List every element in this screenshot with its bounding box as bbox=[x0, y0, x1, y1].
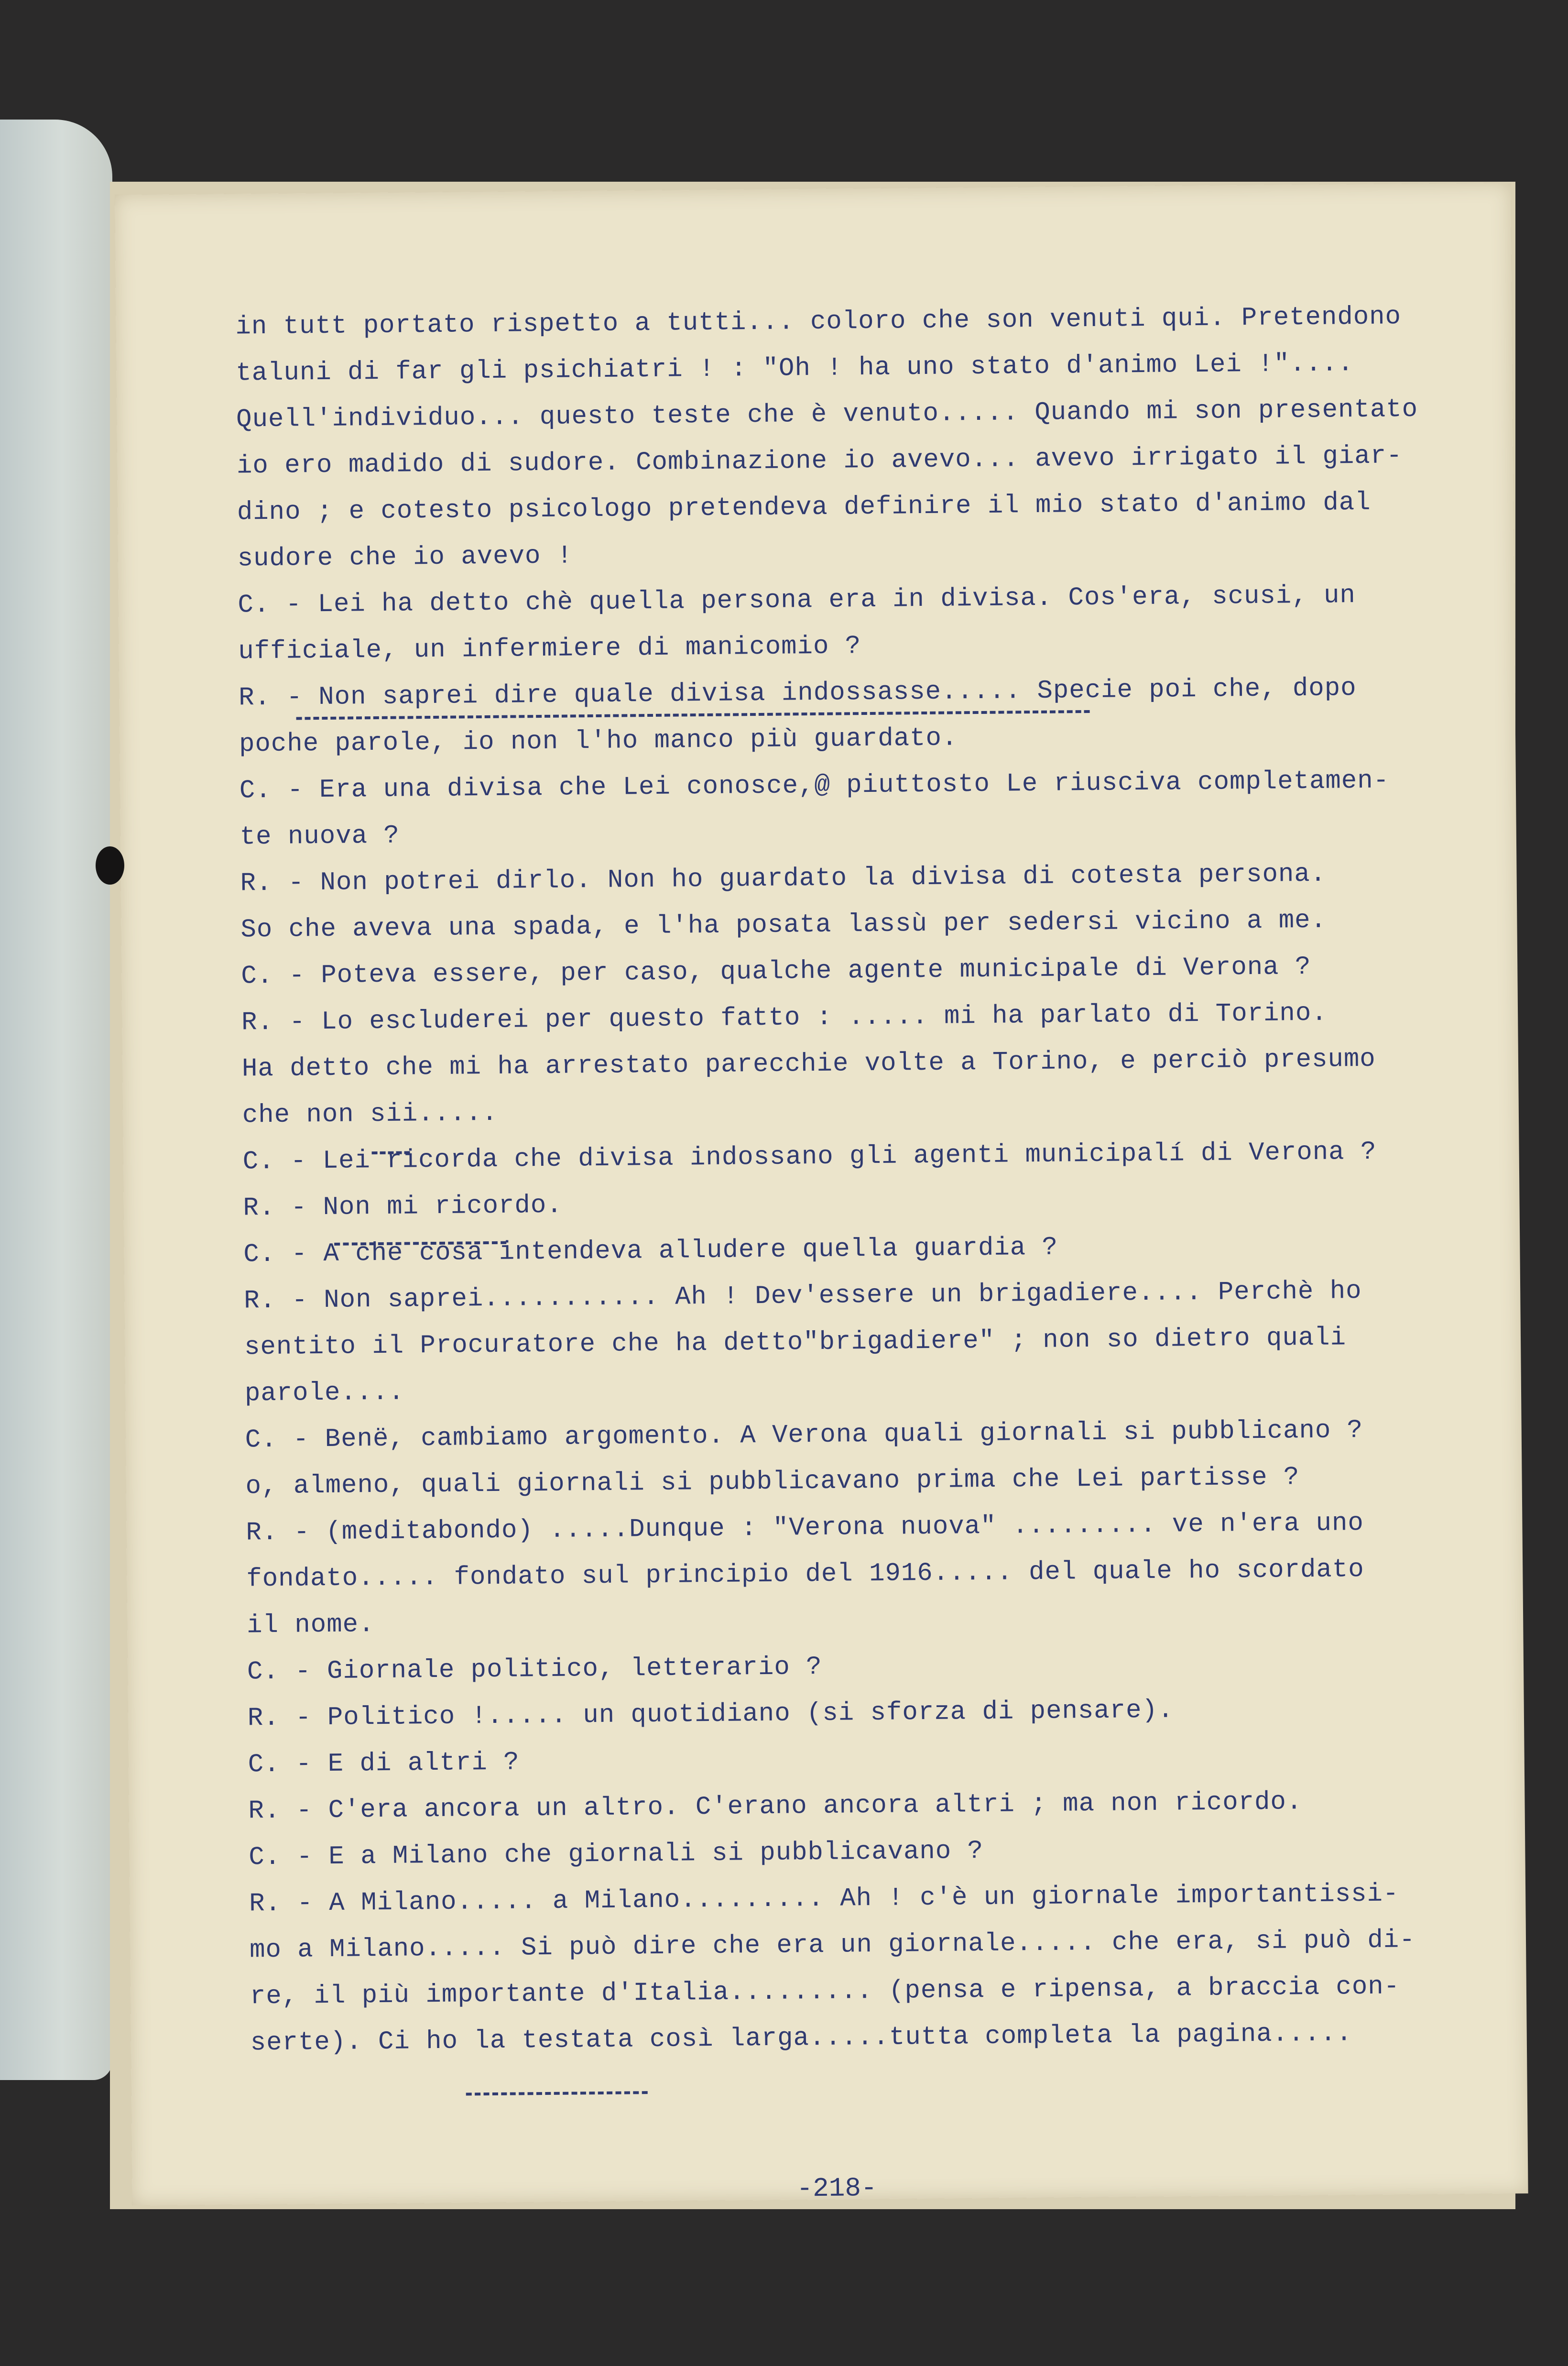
text-line: re, il più importante d'Italia......... (pensa e ripensa, a braccia con- bbox=[250, 1972, 1400, 2012]
text-line: sentito il Procuratore che ha detto"brigadiere" ; non so dietro quali bbox=[244, 1323, 1347, 1362]
text-line: R. - Politico !..... un quotidiano (si sforza di pensare). bbox=[247, 1696, 1174, 1733]
binder-hole bbox=[96, 846, 124, 885]
text-line: R. - Non saprei dire quale divisa indossasse..... Specie poi che, dopo bbox=[238, 674, 1357, 713]
document-page bbox=[115, 183, 1528, 2205]
text-line: sudore che io avevo ! bbox=[237, 541, 573, 574]
text-line: So che aveva una spada, e l'ha posata lassù per sedersi vicino a me. bbox=[240, 906, 1327, 945]
text-line: o, almeno, quali giornali si pubblicavano prima che Lei partisse ? bbox=[245, 1463, 1300, 1501]
text-line: fondato..... fondato sul principio del 1916..... del quale ho scordato bbox=[246, 1555, 1364, 1594]
text-line: Ha detto che mi ha arrestato parecchie volte a Torino, e perciò presumo bbox=[241, 1044, 1376, 1084]
text-line: C. - E di altri ? bbox=[248, 1748, 520, 1780]
text-line: C. - Era una divisa che Lei conosce,@ piuttosto Le riusciva completamen- bbox=[239, 766, 1390, 806]
text-line: io ero madido di sudore. Combinazione io avevo... avevo irrigato il giar- bbox=[236, 441, 1403, 481]
text-line: C. - E a Milano che giornali si pubblicavano ? bbox=[249, 1837, 984, 1873]
text-line: C. - Lei ricorda che divisa indossano gli agenti municipalí di Verona ? bbox=[242, 1137, 1377, 1177]
text-line: serte). Ci ho la testata così larga.....tutta completa la pagina..... bbox=[250, 2019, 1352, 2058]
page-number: -218- bbox=[796, 2172, 877, 2204]
text-line: ufficiale, un infermiere di manicomio ? bbox=[238, 632, 861, 667]
text-line: C. - Benë, cambiamo argomento. A Verona quali giornali si pubblicano ? bbox=[245, 1416, 1363, 1455]
text-line: poche parole, io non l'ho manco più guardato. bbox=[239, 723, 958, 759]
underline-mark bbox=[372, 1151, 410, 1154]
text-line: Quell'individuo... questo teste che è venuto..... Quando mi son presentato bbox=[236, 394, 1418, 435]
text-line: C. - Lei ha detto chè quella persona era in divisa. Cos'era, scusi, un bbox=[238, 581, 1356, 620]
text-line: che non sii..... bbox=[242, 1098, 498, 1130]
text-line: C. - Poteva essere, per caso, qualche agente municipale di Verona ? bbox=[241, 952, 1311, 991]
text-line: taluni di far gli psichiatri ! : "Oh ! ha uno stato d'animo Lei !".... bbox=[236, 349, 1354, 388]
text-line: il nome. bbox=[246, 1610, 375, 1641]
text-line: R. - Non mi ricordo. bbox=[243, 1191, 563, 1223]
text-line: mo a Milano..... Si può dire che era un giornale..... che era, si può di- bbox=[249, 1926, 1416, 1965]
text-line: parole.... bbox=[244, 1378, 405, 1409]
previous-page-edge bbox=[0, 120, 112, 2080]
underline-mark bbox=[466, 2091, 648, 2095]
typed-text bbox=[235, 293, 1503, 2067]
text-line: C. - Giornale politico, letterario ? bbox=[247, 1652, 822, 1687]
text-line: R. - (meditabondo) .....Dunque : "Verona nuova" ......... ve n'era uno bbox=[246, 1509, 1364, 1548]
text-line: C. - A che cosa intendeva alludere quella guardia ? bbox=[243, 1233, 1058, 1270]
text-line: R. - Non potrei dirlo. Non ho guardato la divisa di cotesta persona. bbox=[240, 859, 1327, 898]
text-line: R. - A Milano..... a Milano......... Ah ! c'è un giornale importantissi- bbox=[249, 1879, 1399, 1919]
text-line: dino ; e cotesto psicologo pretendeva definire il mio stato d'animo dal bbox=[237, 488, 1371, 527]
text-line: R. - Lo escluderei per questo fatto : ..... mi ha parlato di Torino. bbox=[241, 998, 1328, 1038]
text-line: R. - C'era ancora un altro. C'erano ancora altri ; ma non ricordo. bbox=[248, 1787, 1303, 1826]
text-line: te nuova ? bbox=[240, 821, 400, 852]
text-line: R. - Non saprei........... Ah ! Dev'essere un brigadiere.... Perchè ho bbox=[243, 1277, 1362, 1316]
text-line: in tutt portato rispetto a tutti... coloro che son venuti qui. Pretendono bbox=[235, 302, 1402, 342]
